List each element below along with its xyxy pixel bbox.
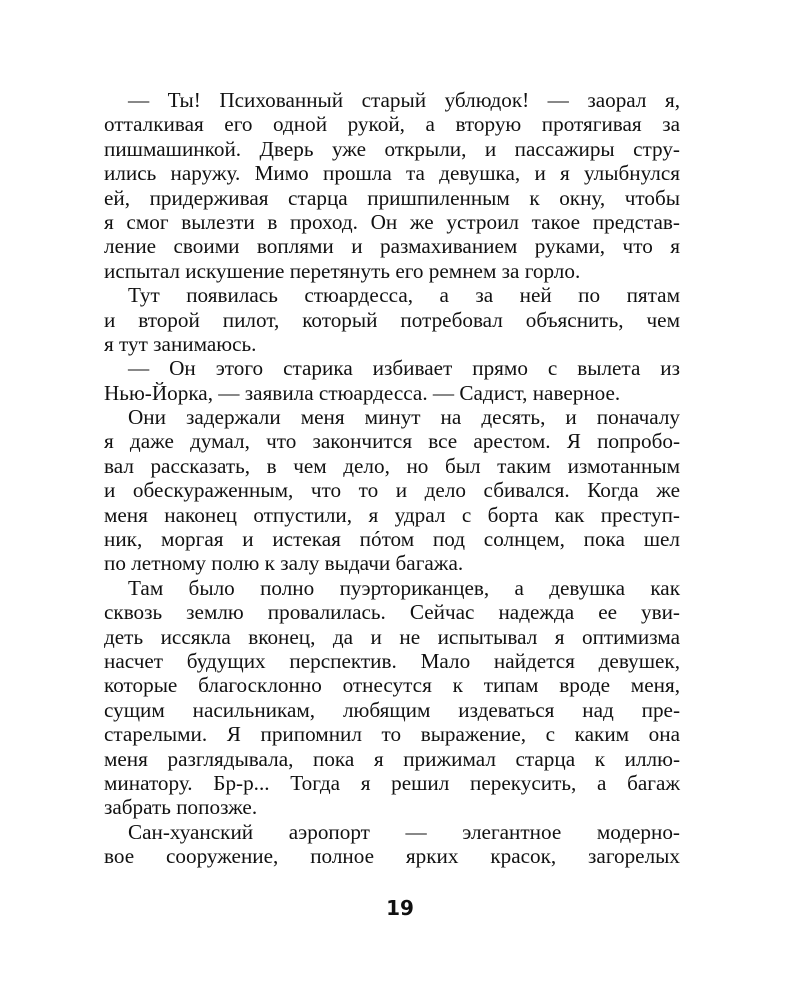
text-line: деть иссякла вконец, да и не испытывал я оптимизма	[104, 624, 680, 649]
text-line: Там было полно пуэрториканцев, а девушка как	[128, 575, 680, 600]
text-line: и обескураженным, что то и дело сбивался. Когда же	[104, 478, 680, 503]
text-line: Нью-Йорка, — заявила стюардесса. — Садист, наверное.	[104, 380, 621, 405]
text-line: ление своими воплями и размахиванием руками, что я	[104, 234, 680, 259]
text-line: сущим насильникам, любящим издеваться над пре-	[104, 697, 680, 722]
page-number: 19	[386, 896, 414, 920]
text-line: испытал искушение перетянуть его ремнем за горло.	[104, 258, 581, 283]
text-line: минатору. Бр-р... Тогда я решил перекусить, а багаж	[104, 770, 680, 795]
text-line: сквозь землю провалилась. Сейчас надежда ее уви-	[104, 600, 680, 625]
text-line: насчет будущих перспектив. Мало найдется девушек,	[104, 648, 680, 673]
text-line: вое сооружение, полное ярких красок, загорелых	[104, 844, 680, 869]
text-line: ились наружу. Мимо прошла та девушка, и я улыбнулся	[104, 161, 680, 186]
text-line: пишмашинкой. Дверь уже открыли, и пассажиры стру-	[104, 136, 680, 161]
text-line: вал рассказать, в чем дело, но был таким измотанным	[104, 453, 680, 478]
text-line: меня наконец отпустили, я удрал с борта как преступ-	[104, 502, 680, 527]
text-line: Тут появилась стюардесса, а за ней по пятам	[128, 283, 680, 308]
text-line: забрать попозже.	[104, 795, 258, 820]
text-line: и второй пилот, который потребовал объяснить, чем	[104, 307, 680, 332]
text-line: Сан-хуанский аэропорт — элегантное модерно-	[128, 819, 680, 844]
text-line: ник, моргая и истекая пóтом под солнцем, пока шел	[104, 527, 680, 552]
text-line: меня разглядывала, пока я прижимал старца к иллю-	[104, 746, 680, 771]
text-line: старелыми. Я припомнил то выражение, с каким она	[104, 722, 680, 747]
text-line: Они задержали меня минут на десять, и поначалу	[128, 405, 680, 430]
text-line: — Он этого старика избивает прямо с вылета из	[128, 356, 680, 381]
text-line: отталкивая его одной рукой, а вторую протягивая за	[104, 112, 680, 137]
text-line: ей, придерживая старца пришпиленным к окну, чтобы	[104, 185, 680, 210]
text-line: я даже думал, что закончится все арестом. Я попробо-	[104, 429, 680, 454]
text-line: которые благосклонно отнесутся к типам вроде меня,	[104, 673, 680, 698]
book-page-text	[104, 88, 680, 869]
text-line: — Ты! Психованный старый ублюдок! — заорал я,	[128, 88, 680, 112]
text-line: по летному полю к залу выдачи багажа.	[104, 551, 464, 576]
text-line: я тут занимаюсь.	[104, 331, 257, 356]
text-line: я смог вылезти в проход. Он же устроил такое представ-	[104, 209, 680, 234]
